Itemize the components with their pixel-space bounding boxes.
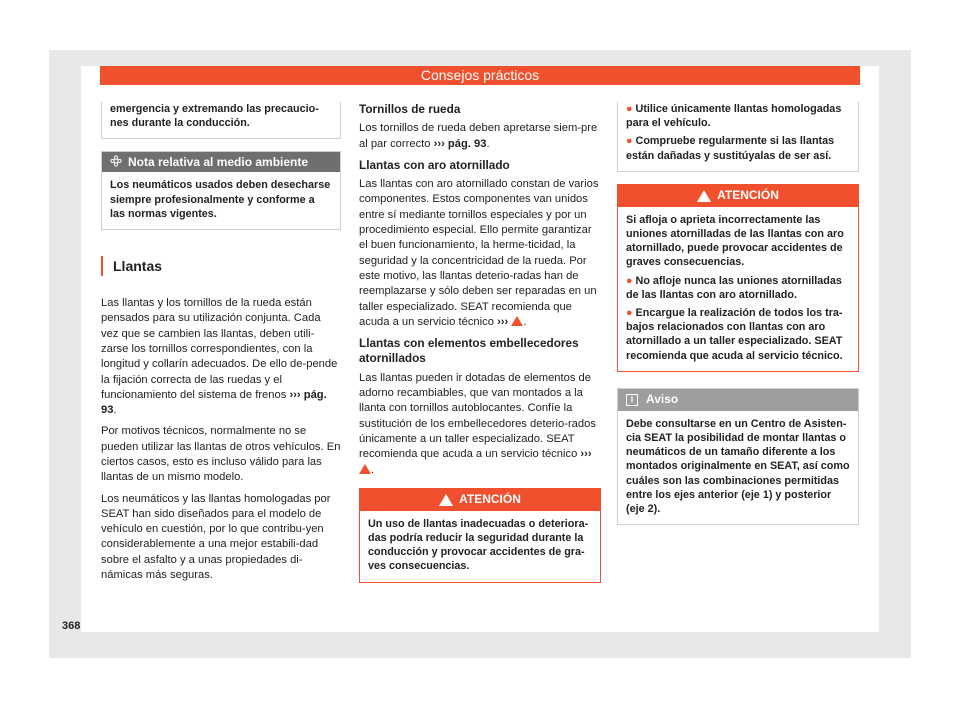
paragraph-text: Las llantas y los tornillos de la rueda están pensados para su utilización conjunta. Cada vez que se cambien las llantas, deben utili-zarse los tornillos correspondientes, con la longitud y collarín adecuados. De ello de-pende la fijación correcta de las ruedas y el funcionamiento del sistema de frenos: [101, 297, 338, 401]
bullet-icon: ●: [626, 103, 633, 115]
warning-box: [359, 488, 601, 583]
paragraph: [359, 371, 601, 478]
bullet-icon: ●: [626, 274, 633, 287]
flower-icon: [110, 155, 122, 169]
paragraph: Los neumáticos y las llantas homologadas por SEAT han sido diseñados para el modelo de vehículo en cuestión, por lo que contribu-yen considerablemente a una mejor estabili-dad sobre el asfalto y a unas propiedades di-námicas más seguras.: [101, 492, 331, 582]
paragraph-text: Los tornillos de rueda deben apretarse siem-pre al par correcto: [359, 122, 598, 150]
bullet-item: [626, 306, 850, 363]
bullet-item: [626, 274, 850, 302]
warning-triangle-icon: [697, 190, 711, 202]
paragraph-text: Las llantas pueden ir dotadas de elementos de adorno recambiables, que van montados a la llanta con tornillos autoblocantes. Confíe la sustitución de los embellecedores deterio-rados únicamente a un taller especializado. SEAT recomienda que acuda a un servicio técnico: [359, 371, 596, 461]
cross-reference-arrow[interactable]: ›››: [433, 137, 445, 150]
subheading: Llantas con elementos embellecedores atornillados: [359, 336, 579, 366]
paragraph-end: .: [371, 463, 375, 476]
cross-reference-arrow[interactable]: ›››: [580, 448, 592, 461]
warning-title: ATENCIÓN: [459, 492, 521, 507]
paragraph: Por motivos técnicos, normalmente no se pueden utilizar las llantas de otros vehículos. En ciertos casos, esto es incluso válido para las llantas de un mismo modelo.: [101, 425, 341, 484]
environment-note-title: Nota relativa al medio ambiente: [128, 155, 309, 170]
environment-note-text: Los neumáticos usados deben desecharse siempre profesionalmente y conforme a las normas vigentes.: [110, 179, 331, 220]
paragraph-end: .: [523, 315, 527, 328]
note-title: Aviso: [646, 392, 679, 407]
bullet-item: [626, 134, 850, 162]
warning-body: [618, 207, 858, 371]
warning-box: [617, 184, 859, 372]
column-1: [101, 102, 341, 589]
bullet-icon: ●: [626, 307, 633, 320]
page-number: 368: [62, 620, 81, 632]
warning-triangle-icon[interactable]: [359, 464, 371, 474]
cross-reference-link[interactable]: pág. 93: [447, 137, 487, 150]
bullet-text: Utilice únicamente llantas homologadas para el vehículo.: [626, 103, 842, 130]
bullet-text: No afloje nunca las uniones atornilladas de las llantas con aro atornillado.: [626, 274, 842, 301]
paragraph: [101, 296, 341, 418]
bullet-text: Compruebe regularmente si las llantas están dañadas y sustitúyalas de ser así.: [626, 135, 835, 162]
paragraph-end: .: [486, 137, 490, 150]
section-title: Llantas: [101, 256, 341, 276]
paragraph: [359, 121, 601, 152]
warning-triangle-icon[interactable]: [511, 316, 523, 326]
column-2: [359, 102, 601, 583]
paragraph: [359, 177, 601, 330]
cross-reference-arrow[interactable]: ›››: [497, 315, 509, 328]
warning-triangle-icon: [439, 494, 453, 506]
bullet-icon: ●: [626, 135, 633, 148]
note-box: [617, 388, 859, 525]
note-header: [618, 389, 858, 411]
paragraph-end: .: [113, 404, 117, 417]
environment-note-header: [102, 152, 340, 172]
continued-warning-box: [101, 102, 341, 139]
continued-warning-box: [617, 102, 859, 172]
environment-note-box: [101, 151, 341, 230]
info-icon: i: [626, 394, 638, 406]
warning-title: ATENCIÓN: [717, 188, 779, 203]
cross-reference-link[interactable]: pág. 93: [101, 388, 327, 417]
warning-text: Si afloja o aprieta incorrectamente las uniones atornilladas de las llantas con aro atornillado, puede provocar accidentes de graves consecuencias.: [626, 213, 844, 269]
warning-text: Un uso de llantas inadecuadas o deteriora-das podría reducir la seguridad durante la conducción y provocar accidentes de gra-ves consecuencias.: [368, 517, 589, 573]
column-3: [617, 102, 859, 525]
bullet-text: Encargue la realización de todos los tra-bajos relacionados con llantas con aro atornillado a un taller especializado. SEAT recomienda que acuda al servicio técnico.: [626, 307, 843, 362]
paragraph-text: Las llantas con aro atornillado constan de varios componentes. Estos componentes van unidos entre sí mediante tornillos especiales y por un procedimiento especial. Ello permite garantizar el buen funcionamiento, la herme-ticidad, la seguridad y la concentricidad de la rueda. Por este motivo, las llantas deterio-radas han de reemplazarse y sólo deben ser reparadas en un taller especializado. SEAT recomienda que acuda a un servicio técnico: [359, 178, 599, 328]
continued-warning-text: emergencia y extremando las precaucio-nes durante la conducción.: [110, 103, 319, 130]
warning-header: [360, 489, 600, 511]
page-header: Consejos prácticos: [100, 66, 860, 85]
warning-header: [618, 185, 858, 207]
note-text: Debe consultarse en un Centro de Asisten-cia SEAT la posibilidad de montar llantas o neumáticos de un tamaño diferente a los montados originalmente en SEAT, así como cuáles son las combinaciones permitidas entre los ejes anterior (eje 1) y posterior (eje 2).: [626, 417, 850, 516]
subheading: Llantas con aro atornillado: [359, 157, 510, 172]
cross-reference-arrow[interactable]: ›››: [289, 388, 301, 401]
subheading: Tornillos de rueda: [359, 102, 461, 116]
bullet-item: [626, 102, 850, 130]
